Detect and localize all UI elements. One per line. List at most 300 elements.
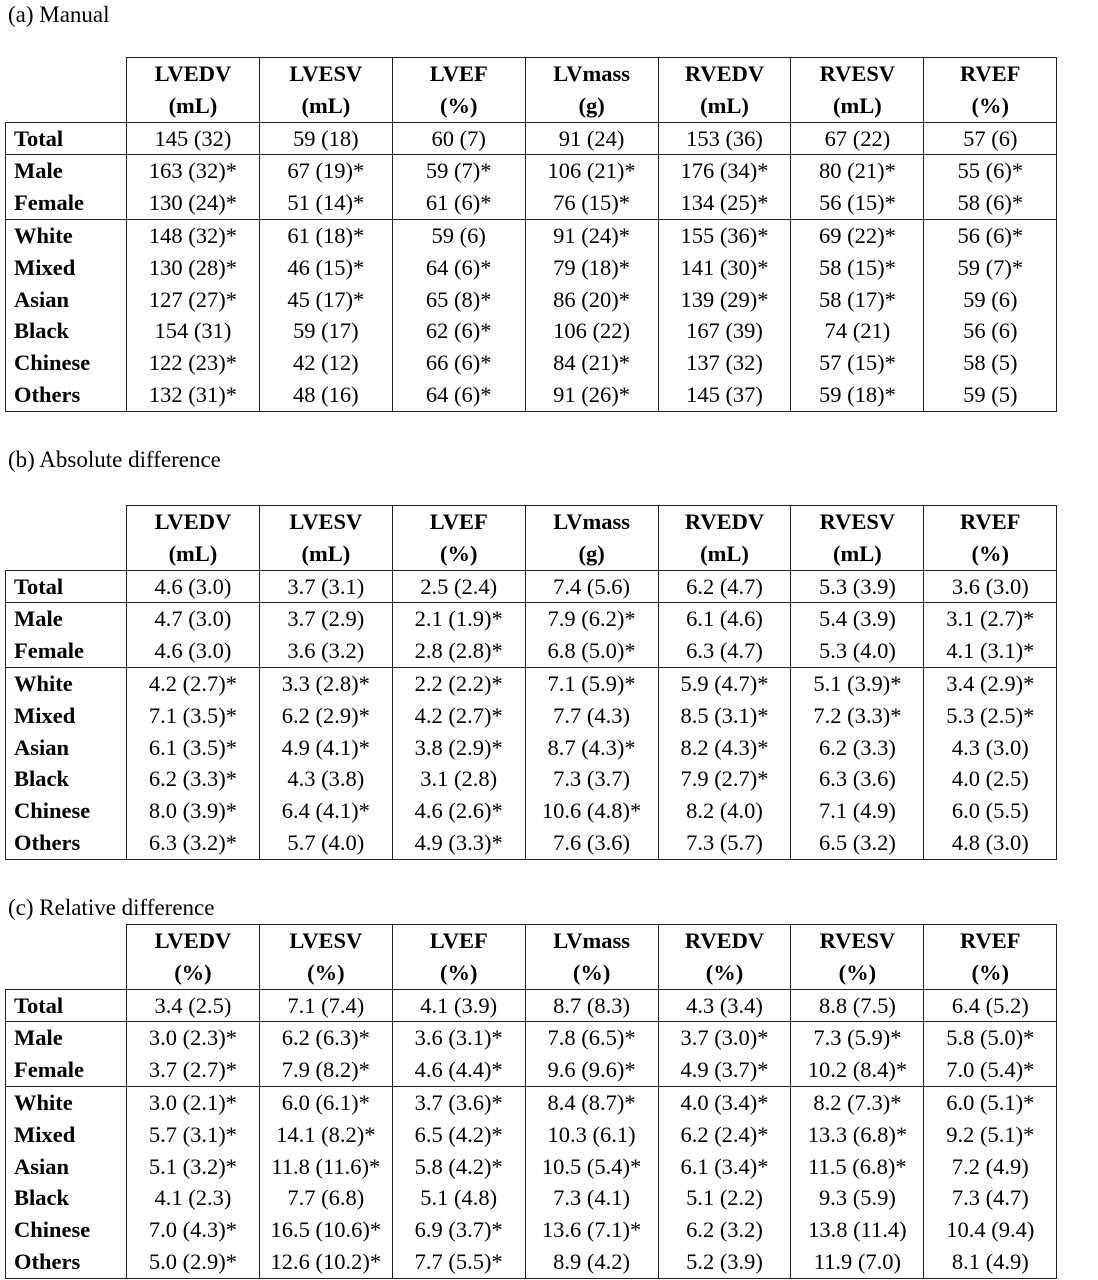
table-cell: 5.1 (3.2)* bbox=[127, 1151, 260, 1183]
table-cell: 7.2 (4.9) bbox=[924, 1151, 1057, 1183]
column-header bbox=[791, 506, 924, 571]
row-label: Mixed bbox=[6, 700, 127, 732]
row-label: Mixed bbox=[6, 252, 127, 284]
table-cell: 106 (21)* bbox=[525, 155, 658, 187]
table-cell: 3.7 (2.7)* bbox=[127, 1054, 260, 1086]
column-header-name: LVEF bbox=[429, 928, 488, 953]
column-header bbox=[791, 58, 924, 123]
row-label: Black bbox=[6, 1182, 127, 1214]
table-row bbox=[6, 379, 1057, 411]
row-label: Others bbox=[6, 1246, 127, 1278]
table-cell: 7.8 (6.5)* bbox=[525, 1022, 658, 1054]
table-cell: 6.4 (5.2) bbox=[924, 989, 1057, 1022]
table-cell: 148 (32)* bbox=[127, 219, 260, 251]
section-a-caption: (a) Manual bbox=[8, 2, 110, 27]
table-cell: 5.1 (2.2) bbox=[658, 1182, 791, 1214]
column-header-unit: (%) bbox=[572, 959, 611, 985]
table-cell: 8.1 (4.9) bbox=[924, 1246, 1057, 1278]
table-row bbox=[6, 1151, 1057, 1183]
row-label: White bbox=[6, 667, 127, 699]
table-cell: 9.3 (5.9) bbox=[791, 1182, 924, 1214]
table-cell: 7.7 (6.8) bbox=[259, 1182, 392, 1214]
table-cell: 3.7 (2.9) bbox=[259, 603, 392, 635]
table-cell: 130 (28)* bbox=[127, 252, 260, 284]
table-cell: 7.0 (5.4)* bbox=[924, 1054, 1057, 1086]
table-cell: 45 (17)* bbox=[259, 284, 392, 316]
table-cell: 4.2 (2.7)* bbox=[127, 667, 260, 699]
column-header-name: LVESV bbox=[289, 509, 363, 534]
table-cell: 4.9 (3.7)* bbox=[658, 1054, 791, 1086]
table-cell: 7.7 (4.3) bbox=[525, 700, 658, 732]
row-label: Asian bbox=[6, 1151, 127, 1183]
column-header bbox=[924, 58, 1057, 123]
table-cell: 58 (17)* bbox=[791, 284, 924, 316]
table-cell: 8.2 (4.3)* bbox=[658, 732, 791, 764]
table-cell: 14.1 (8.2)* bbox=[259, 1119, 392, 1151]
column-header bbox=[259, 58, 392, 123]
table-cell: 7.3 (3.7) bbox=[525, 763, 658, 795]
table-cell: 10.6 (4.8)* bbox=[525, 795, 658, 827]
table-cell: 7.1 (5.9)* bbox=[525, 667, 658, 699]
table-cell: 132 (31)* bbox=[127, 379, 260, 411]
row-label: Others bbox=[6, 379, 127, 411]
column-header-name: RVEF bbox=[960, 61, 1021, 86]
table-row bbox=[6, 827, 1057, 859]
table-row bbox=[6, 315, 1057, 347]
column-header-name: RVEF bbox=[960, 509, 1021, 534]
column-header-name: RVEF bbox=[960, 928, 1021, 953]
table-cell: 59 (17) bbox=[259, 315, 392, 347]
column-header-unit: (g) bbox=[578, 92, 605, 118]
table-cell: 155 (36)* bbox=[658, 219, 791, 251]
table-cell: 10.4 (9.4) bbox=[924, 1214, 1057, 1246]
table-cell: 12.6 (10.2)* bbox=[259, 1246, 392, 1278]
column-header-unit: (mL) bbox=[700, 92, 749, 118]
table-cell: 3.6 (3.1)* bbox=[392, 1022, 525, 1054]
column-header bbox=[392, 506, 525, 571]
table-cell: 106 (22) bbox=[525, 315, 658, 347]
table-row bbox=[6, 1086, 1057, 1118]
table-cell: 122 (23)* bbox=[127, 347, 260, 379]
table-cell: 61 (18)* bbox=[259, 219, 392, 251]
table-row bbox=[6, 989, 1057, 1022]
table-cell: 55 (6)* bbox=[924, 155, 1057, 187]
row-label: Black bbox=[6, 763, 127, 795]
table-cell: 80 (21)* bbox=[791, 155, 924, 187]
column-header-unit: (mL) bbox=[168, 92, 218, 118]
table-cell: 6.2 (2.4)* bbox=[658, 1119, 791, 1151]
table-cell: 13.6 (7.1)* bbox=[525, 1214, 658, 1246]
column-header bbox=[127, 925, 260, 990]
column-header bbox=[525, 925, 658, 990]
table-cell: 145 (37) bbox=[658, 379, 791, 411]
table-row bbox=[6, 1022, 1057, 1054]
table-cell: 64 (6)* bbox=[392, 379, 525, 411]
table-cell: 6.2 (6.3)* bbox=[259, 1022, 392, 1054]
table-cell: 65 (8)* bbox=[392, 284, 525, 316]
table-cell: 84 (21)* bbox=[525, 347, 658, 379]
column-header bbox=[392, 58, 525, 123]
table-cell: 5.2 (3.9) bbox=[658, 1246, 791, 1278]
column-header-unit: (%) bbox=[838, 959, 877, 985]
table-cell: 7.1 (7.4) bbox=[259, 989, 392, 1022]
table-cell: 6.2 (3.3)* bbox=[127, 763, 260, 795]
table-cell: 10.2 (8.4)* bbox=[791, 1054, 924, 1086]
table-cell: 7.9 (2.7)* bbox=[658, 763, 791, 795]
table-cell: 7.2 (3.3)* bbox=[791, 700, 924, 732]
table-cell: 167 (39) bbox=[658, 315, 791, 347]
table-cell: 59 (18) bbox=[259, 122, 392, 155]
column-header-unit: (%) bbox=[971, 540, 1010, 566]
table-cell: 4.6 (2.6)* bbox=[392, 795, 525, 827]
table-cell: 6.1 (3.4)* bbox=[658, 1151, 791, 1183]
table-cell: 5.7 (3.1)* bbox=[127, 1119, 260, 1151]
table-cell: 58 (6)* bbox=[924, 187, 1057, 219]
row-label: Total bbox=[6, 570, 127, 603]
table-cell: 3.3 (2.8)* bbox=[259, 667, 392, 699]
column-header-name: RVEDV bbox=[684, 928, 765, 953]
table-cell: 2.2 (2.2)* bbox=[392, 667, 525, 699]
table-cell: 6.5 (4.2)* bbox=[392, 1119, 525, 1151]
column-header-unit: (mL) bbox=[301, 540, 351, 566]
table-cell: 139 (29)* bbox=[658, 284, 791, 316]
header-corner bbox=[6, 506, 127, 571]
table-cell: 91 (24) bbox=[525, 122, 658, 155]
table-row bbox=[6, 1182, 1057, 1214]
row-label: Black bbox=[6, 315, 127, 347]
table-row bbox=[6, 347, 1057, 379]
table-cell: 134 (25)* bbox=[658, 187, 791, 219]
table-cell: 163 (32)* bbox=[127, 155, 260, 187]
table-row bbox=[6, 732, 1057, 764]
table-cell: 2.1 (1.9)* bbox=[392, 603, 525, 635]
column-header bbox=[127, 58, 260, 123]
table-cell: 3.1 (2.8) bbox=[392, 763, 525, 795]
table-row bbox=[6, 700, 1057, 732]
table-cell: 6.3 (3.2)* bbox=[127, 827, 260, 859]
column-header-unit: (mL) bbox=[833, 92, 882, 118]
table-cell: 4.3 (3.0) bbox=[924, 732, 1057, 764]
table-cell: 130 (24)* bbox=[127, 187, 260, 219]
table-row bbox=[6, 187, 1057, 219]
column-header-name: RVESV bbox=[819, 61, 896, 86]
table-cell: 59 (5) bbox=[924, 379, 1057, 411]
table-cell: 4.6 (3.0) bbox=[127, 635, 260, 667]
table-cell: 59 (7)* bbox=[392, 155, 525, 187]
row-label: Chinese bbox=[6, 1214, 127, 1246]
table-row bbox=[6, 1054, 1057, 1086]
table-cell: 5.1 (3.9)* bbox=[791, 667, 924, 699]
table-cell: 16.5 (10.6)* bbox=[259, 1214, 392, 1246]
table-cell: 5.3 (4.0) bbox=[791, 635, 924, 667]
table-row bbox=[6, 252, 1057, 284]
column-header-unit: (g) bbox=[578, 540, 605, 566]
table-row bbox=[6, 122, 1057, 155]
table-cell: 59 (6) bbox=[924, 284, 1057, 316]
table-cell: 3.1 (2.7)* bbox=[924, 603, 1057, 635]
table-row bbox=[6, 570, 1057, 603]
table-cell: 5.9 (4.7)* bbox=[658, 667, 791, 699]
column-header bbox=[791, 925, 924, 990]
table-cell: 4.2 (2.7)* bbox=[392, 700, 525, 732]
manual-table bbox=[5, 57, 1057, 412]
table-cell: 3.4 (2.9)* bbox=[924, 667, 1057, 699]
table-cell: 67 (19)* bbox=[259, 155, 392, 187]
column-header-unit: (mL) bbox=[301, 92, 351, 118]
header-row bbox=[6, 925, 1057, 990]
table-cell: 7.3 (4.7) bbox=[924, 1182, 1057, 1214]
column-header-name: LVmass bbox=[553, 928, 630, 953]
column-header-unit: (%) bbox=[307, 959, 345, 985]
table-cell: 76 (15)* bbox=[525, 187, 658, 219]
table-cell: 48 (16) bbox=[259, 379, 392, 411]
table-row bbox=[6, 284, 1057, 316]
table-cell: 51 (14)* bbox=[259, 187, 392, 219]
table-cell: 176 (34)* bbox=[658, 155, 791, 187]
column-header-name: LVEDV bbox=[154, 928, 232, 953]
table-cell: 56 (6)* bbox=[924, 219, 1057, 251]
row-label: Male bbox=[6, 155, 127, 187]
column-header-unit: (mL) bbox=[833, 540, 882, 566]
table-cell: 58 (15)* bbox=[791, 252, 924, 284]
table-cell: 5.3 (3.9) bbox=[791, 570, 924, 603]
table-cell: 59 (6) bbox=[392, 219, 525, 251]
table-cell: 6.1 (3.5)* bbox=[127, 732, 260, 764]
column-header-name: LVEF bbox=[429, 509, 488, 534]
column-header bbox=[924, 925, 1057, 990]
table-cell: 141 (30)* bbox=[658, 252, 791, 284]
table-row bbox=[6, 795, 1057, 827]
table-row bbox=[6, 1246, 1057, 1278]
header-corner bbox=[6, 58, 127, 123]
table-cell: 5.8 (5.0)* bbox=[924, 1022, 1057, 1054]
table-cell: 8.2 (4.0) bbox=[658, 795, 791, 827]
table-cell: 79 (18)* bbox=[525, 252, 658, 284]
section-b-caption: (b) Absolute difference bbox=[8, 447, 221, 472]
column-header-unit: (%) bbox=[971, 92, 1010, 118]
table-cell: 57 (15)* bbox=[791, 347, 924, 379]
table-cell: 10.5 (5.4)* bbox=[525, 1151, 658, 1183]
table-cell: 6.2 (4.7) bbox=[658, 570, 791, 603]
table-row bbox=[6, 1214, 1057, 1246]
table-cell: 69 (22)* bbox=[791, 219, 924, 251]
column-header bbox=[525, 506, 658, 571]
table-cell: 62 (6)* bbox=[392, 315, 525, 347]
section-c-caption: (c) Relative difference bbox=[8, 895, 215, 920]
column-header bbox=[525, 58, 658, 123]
table-cell: 4.1 (3.9) bbox=[392, 989, 525, 1022]
table-cell: 153 (36) bbox=[658, 122, 791, 155]
table-cell: 4.0 (2.5) bbox=[924, 763, 1057, 795]
column-header-name: RVEDV bbox=[684, 509, 765, 534]
table-cell: 8.9 (4.2) bbox=[525, 1246, 658, 1278]
row-label: Male bbox=[6, 1022, 127, 1054]
relative-difference-table bbox=[5, 924, 1057, 1279]
table-cell: 7.4 (5.6) bbox=[525, 570, 658, 603]
table-cell: 60 (7) bbox=[392, 122, 525, 155]
header-row bbox=[6, 506, 1057, 571]
column-header-unit: (%) bbox=[439, 92, 478, 118]
table-cell: 4.9 (4.1)* bbox=[259, 732, 392, 764]
table-cell: 56 (6) bbox=[924, 315, 1057, 347]
column-header bbox=[259, 506, 392, 571]
table-cell: 7.0 (4.3)* bbox=[127, 1214, 260, 1246]
table-cell: 4.7 (3.0) bbox=[127, 603, 260, 635]
row-label: Others bbox=[6, 827, 127, 859]
table-cell: 4.3 (3.8) bbox=[259, 763, 392, 795]
column-header-name: LVmass bbox=[553, 61, 630, 86]
table-cell: 7.3 (5.9)* bbox=[791, 1022, 924, 1054]
column-header bbox=[392, 925, 525, 990]
table-cell: 5.4 (3.9) bbox=[791, 603, 924, 635]
table-cell: 3.6 (3.2) bbox=[259, 635, 392, 667]
column-header bbox=[658, 506, 791, 571]
table-cell: 7.1 (3.5)* bbox=[127, 700, 260, 732]
column-header-unit: (%) bbox=[971, 959, 1010, 985]
table-cell: 86 (20)* bbox=[525, 284, 658, 316]
table-cell: 8.4 (8.7)* bbox=[525, 1086, 658, 1118]
row-label: Total bbox=[6, 989, 127, 1022]
table-cell: 137 (32) bbox=[658, 347, 791, 379]
table-cell: 8.7 (8.3) bbox=[525, 989, 658, 1022]
table-row bbox=[6, 667, 1057, 699]
column-header-unit: (%) bbox=[174, 959, 212, 985]
table-cell: 58 (5) bbox=[924, 347, 1057, 379]
table-row bbox=[6, 763, 1057, 795]
table-cell: 61 (6)* bbox=[392, 187, 525, 219]
table-cell: 4.9 (3.3)* bbox=[392, 827, 525, 859]
row-label: Male bbox=[6, 603, 127, 635]
table-cell: 3.7 (3.6)* bbox=[392, 1086, 525, 1118]
column-header-unit: (mL) bbox=[700, 540, 749, 566]
table-cell: 9.2 (5.1)* bbox=[924, 1119, 1057, 1151]
column-header-name: LVmass bbox=[553, 509, 630, 534]
table-cell: 6.2 (2.9)* bbox=[259, 700, 392, 732]
table-cell: 6.9 (3.7)* bbox=[392, 1214, 525, 1246]
row-label: Female bbox=[6, 187, 127, 219]
table-cell: 5.0 (2.9)* bbox=[127, 1246, 260, 1278]
table-cell: 3.0 (2.3)* bbox=[127, 1022, 260, 1054]
table-cell: 8.7 (4.3)* bbox=[525, 732, 658, 764]
table-cell: 66 (6)* bbox=[392, 347, 525, 379]
column-header-name: RVEDV bbox=[684, 61, 765, 86]
table-cell: 6.0 (5.1)* bbox=[924, 1086, 1057, 1118]
table-cell: 8.0 (3.9)* bbox=[127, 795, 260, 827]
table-cell: 74 (21) bbox=[791, 315, 924, 347]
table-cell: 6.2 (3.2) bbox=[658, 1214, 791, 1246]
row-label: White bbox=[6, 1086, 127, 1118]
table-cell: 2.8 (2.8)* bbox=[392, 635, 525, 667]
column-header-name: LVEDV bbox=[154, 61, 232, 86]
row-label: Chinese bbox=[6, 347, 127, 379]
table-cell: 4.0 (3.4)* bbox=[658, 1086, 791, 1118]
column-header-name: LVEF bbox=[429, 61, 488, 86]
row-label: Asian bbox=[6, 732, 127, 764]
table-cell: 13.3 (6.8)* bbox=[791, 1119, 924, 1151]
table-cell: 57 (6) bbox=[924, 122, 1057, 155]
table-cell: 6.5 (3.2) bbox=[791, 827, 924, 859]
table-cell: 4.6 (4.4)* bbox=[392, 1054, 525, 1086]
table-row bbox=[6, 219, 1057, 251]
row-label: Mixed bbox=[6, 1119, 127, 1151]
absolute-difference-table bbox=[5, 505, 1057, 860]
table-cell: 3.7 (3.0)* bbox=[658, 1022, 791, 1054]
row-label: Female bbox=[6, 635, 127, 667]
table-cell: 3.6 (3.0) bbox=[924, 570, 1057, 603]
column-header-name: LVESV bbox=[289, 928, 363, 953]
table-cell: 7.7 (5.5)* bbox=[392, 1246, 525, 1278]
table-cell: 6.0 (6.1)* bbox=[259, 1086, 392, 1118]
column-header-name: LVEDV bbox=[154, 509, 232, 534]
column-header-unit: (%) bbox=[705, 959, 744, 985]
table-cell: 5.3 (2.5)* bbox=[924, 700, 1057, 732]
table-row bbox=[6, 1119, 1057, 1151]
table-cell: 4.6 (3.0) bbox=[127, 570, 260, 603]
column-header bbox=[658, 925, 791, 990]
table-cell: 59 (7)* bbox=[924, 252, 1057, 284]
table-cell: 8.2 (7.3)* bbox=[791, 1086, 924, 1118]
table-cell: 56 (15)* bbox=[791, 187, 924, 219]
column-header bbox=[127, 506, 260, 571]
table-cell: 64 (6)* bbox=[392, 252, 525, 284]
column-header-unit: (%) bbox=[439, 540, 478, 566]
table-cell: 8.5 (3.1)* bbox=[658, 700, 791, 732]
table-cell: 127 (27)* bbox=[127, 284, 260, 316]
table-cell: 6.0 (5.5) bbox=[924, 795, 1057, 827]
table-cell: 6.2 (3.3) bbox=[791, 732, 924, 764]
table-cell: 6.8 (5.0)* bbox=[525, 635, 658, 667]
table-cell: 3.7 (3.1) bbox=[259, 570, 392, 603]
table-cell: 59 (18)* bbox=[791, 379, 924, 411]
table-cell: 7.3 (4.1) bbox=[525, 1182, 658, 1214]
row-label: Asian bbox=[6, 284, 127, 316]
table-cell: 3.4 (2.5) bbox=[127, 989, 260, 1022]
table-cell: 154 (31) bbox=[127, 315, 260, 347]
column-header bbox=[259, 925, 392, 990]
table-cell: 3.0 (2.1)* bbox=[127, 1086, 260, 1118]
table-cell: 7.1 (4.9) bbox=[791, 795, 924, 827]
table-cell: 11.9 (7.0) bbox=[791, 1246, 924, 1278]
table-cell: 5.8 (4.2)* bbox=[392, 1151, 525, 1183]
table-cell: 42 (12) bbox=[259, 347, 392, 379]
table-cell: 4.3 (3.4) bbox=[658, 989, 791, 1022]
table-cell: 91 (26)* bbox=[525, 379, 658, 411]
column-header-name: RVESV bbox=[819, 509, 896, 534]
table-cell: 3.8 (2.9)* bbox=[392, 732, 525, 764]
table-cell: 46 (15)* bbox=[259, 252, 392, 284]
table-cell: 13.8 (11.4) bbox=[791, 1214, 924, 1246]
row-label: White bbox=[6, 219, 127, 251]
table-cell: 7.6 (3.6) bbox=[525, 827, 658, 859]
table-cell: 7.9 (6.2)* bbox=[525, 603, 658, 635]
row-label: Total bbox=[6, 122, 127, 155]
header-row bbox=[6, 58, 1057, 123]
table-cell: 11.5 (6.8)* bbox=[791, 1151, 924, 1183]
row-label: Female bbox=[6, 1054, 127, 1086]
table-cell: 7.3 (5.7) bbox=[658, 827, 791, 859]
table-row bbox=[6, 635, 1057, 667]
header-corner bbox=[6, 925, 127, 990]
column-header-unit: (mL) bbox=[168, 540, 218, 566]
table-cell: 6.1 (4.6) bbox=[658, 603, 791, 635]
table-cell: 9.6 (9.6)* bbox=[525, 1054, 658, 1086]
table-cell: 6.4 (4.1)* bbox=[259, 795, 392, 827]
table-cell: 10.3 (6.1) bbox=[525, 1119, 658, 1151]
table-cell: 5.7 (4.0) bbox=[259, 827, 392, 859]
column-header-name: LVESV bbox=[289, 61, 363, 86]
row-label: Chinese bbox=[6, 795, 127, 827]
table-cell: 6.3 (3.6) bbox=[791, 763, 924, 795]
